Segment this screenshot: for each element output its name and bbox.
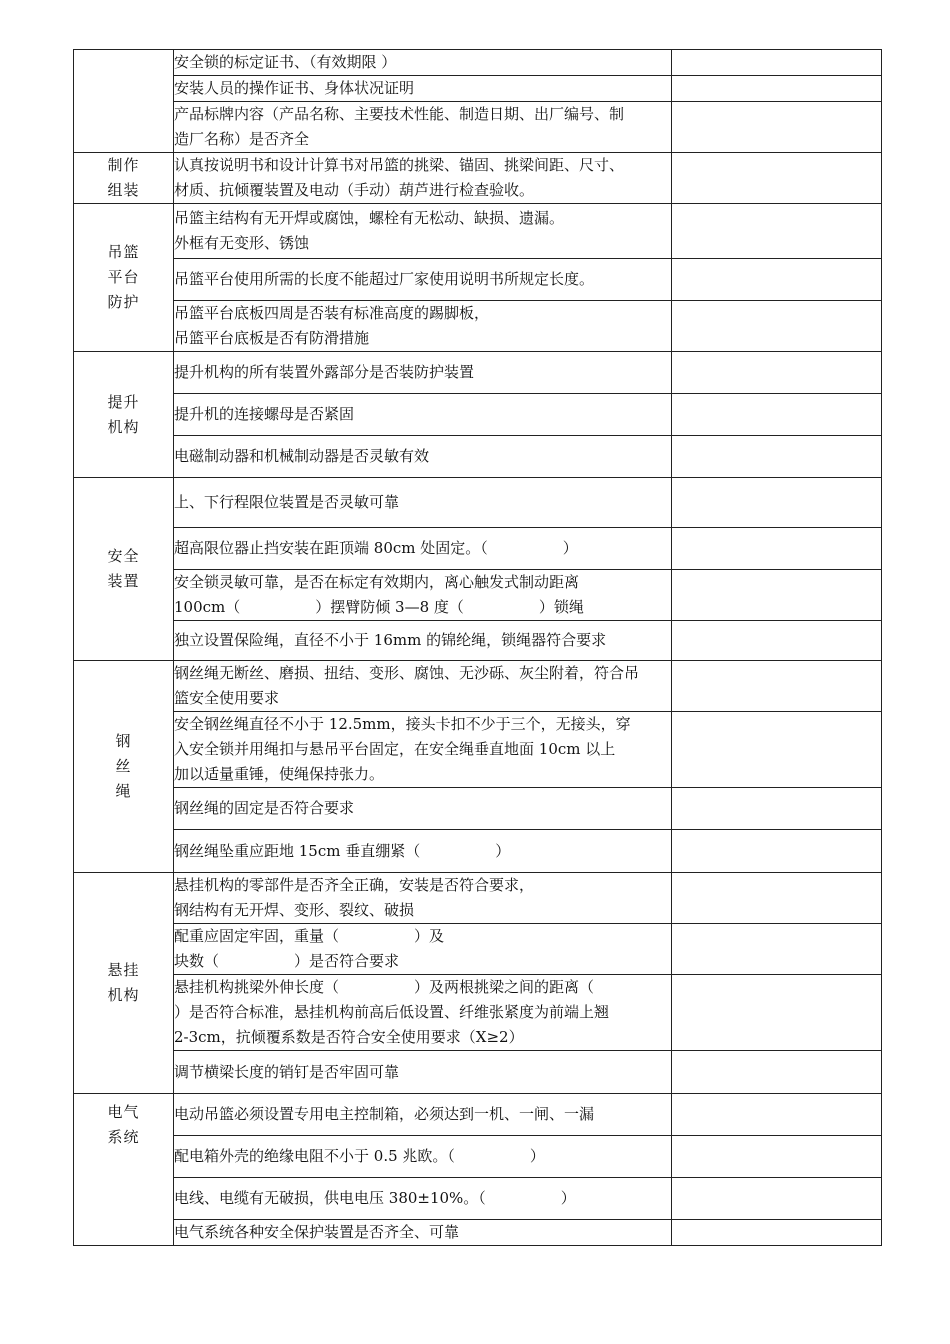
result-cell[interactable]	[672, 528, 882, 570]
check-item-cell	[174, 259, 672, 301]
check-item-text: 吊篮平台底板四周是否装有标准高度的踢脚板，	[174, 304, 490, 322]
result-cell[interactable]	[672, 352, 882, 394]
check-item-cell	[174, 1136, 672, 1178]
checklist-row	[74, 352, 882, 394]
result-cell[interactable]	[672, 924, 882, 975]
checklist-row	[74, 436, 882, 478]
result-cell[interactable]	[672, 1136, 882, 1178]
check-item-text: 认真按说明书和设计计算书对吊篮的挑梁、锚固、挑梁间距、尺寸、	[174, 156, 625, 174]
result-cell[interactable]	[672, 873, 882, 924]
check-item-cell	[174, 1051, 672, 1094]
check-item-text: 造厂名称）是否齐全	[174, 130, 310, 148]
check-item-text: 电线、电缆有无破损，供电电压 380±10%。（ ）	[174, 1189, 576, 1207]
check-item-text: 外框有无变形、锈蚀	[174, 234, 310, 252]
check-item-text: 安全钢丝绳直径不小于 12.5mm，接头卡扣不少于三个，无接头，穿	[174, 715, 631, 733]
checklist-row	[74, 830, 882, 873]
result-cell[interactable]	[672, 204, 882, 259]
check-item-text: 安全锁灵敏可靠，是否在标定有效期内，离心触发式制动距离	[174, 573, 580, 591]
check-item-cell	[174, 1094, 672, 1136]
result-cell[interactable]	[672, 394, 882, 436]
checklist-row	[74, 873, 882, 924]
check-item-cell	[174, 528, 672, 570]
checklist-row	[74, 50, 882, 76]
check-item-text: 块数（ ）是否符合要求	[174, 952, 400, 970]
checklist-row	[74, 1220, 882, 1246]
result-cell[interactable]	[672, 76, 882, 102]
category-cell	[74, 204, 174, 352]
check-item-text: 钢结构有无开焊、变形、裂纹、破损	[174, 901, 415, 919]
result-cell[interactable]	[672, 102, 882, 153]
check-item-cell	[174, 436, 672, 478]
category-label-line: 安全	[107, 547, 140, 565]
result-cell[interactable]	[672, 1051, 882, 1094]
check-item-cell	[174, 712, 672, 788]
check-item-text: 材质、抗倾覆装置及电动（手动）葫芦进行检查验收。	[174, 181, 535, 199]
checklist-row	[74, 570, 882, 621]
category-label-line: 机构	[107, 986, 140, 1004]
result-cell[interactable]	[672, 975, 882, 1051]
checklist-row	[74, 204, 882, 259]
result-cell[interactable]	[672, 1220, 882, 1246]
check-item-text: 上、下行程限位装置是否灵敏可靠	[174, 493, 400, 511]
check-item-cell	[174, 830, 672, 873]
check-item-text: 电磁制动器和机械制动器是否灵敏有效	[174, 447, 430, 465]
result-cell[interactable]	[672, 621, 882, 661]
category-cell	[74, 873, 174, 1094]
check-item-cell	[174, 76, 672, 102]
category-cell	[74, 1094, 174, 1246]
category-cell	[74, 352, 174, 478]
category-label-line: 装置	[107, 572, 140, 590]
check-item-text: 加以适量重锤，使绳保持张力。	[174, 765, 385, 783]
check-item-text: 悬挂机构的零部件是否齐全正确，安装是否符合要求，	[174, 876, 535, 894]
check-item-text: 安全锁的标定证书、（有效期限 ）	[174, 53, 397, 71]
check-item-cell	[174, 1178, 672, 1220]
check-item-text: 安装人员的操作证书、身体状况证明	[174, 79, 415, 97]
check-item-text: ）是否符合标准，悬挂机构前高后低设置、纤维张紧度为前端上翘	[174, 1003, 610, 1021]
checklist-row	[74, 301, 882, 352]
check-item-text: 100cm（ ）摆臂防倾 3—8 度（ ）锁绳	[174, 598, 584, 616]
check-item-cell	[174, 873, 672, 924]
check-item-text: 吊篮平台底板是否有防滑措施	[174, 329, 370, 347]
result-cell[interactable]	[672, 712, 882, 788]
check-item-text: 产品标牌内容（产品名称、主要技术性能、制造日期、出厂编号、制	[174, 105, 625, 123]
check-item-cell	[174, 204, 672, 259]
result-cell[interactable]	[672, 259, 882, 301]
check-item-cell	[174, 153, 672, 204]
checklist-row	[74, 528, 882, 570]
category-label-line: 系统	[107, 1128, 140, 1146]
check-item-cell	[174, 570, 672, 621]
check-item-cell	[174, 661, 672, 712]
checklist-row	[74, 153, 882, 204]
category-label-line: 组装	[107, 181, 140, 199]
category-label-line: 防护	[107, 293, 140, 311]
category-cell	[74, 661, 174, 873]
inspection-checklist-table	[73, 49, 882, 1246]
category-label-line: 制作	[107, 156, 140, 174]
check-item-text: 吊篮主结构有无开焊或腐蚀，螺栓有无松动、缺损、遗漏。	[174, 209, 565, 227]
category-label-line: 电气	[107, 1103, 140, 1121]
check-item-text: 电气系统各种安全保护装置是否齐全、可靠	[174, 1223, 460, 1241]
category-cell	[74, 50, 174, 153]
check-item-cell	[174, 621, 672, 661]
check-item-text: 钢丝绳的固定是否符合要求	[174, 799, 355, 817]
checklist-row	[74, 1051, 882, 1094]
checklist-row	[74, 712, 882, 788]
checklist-row	[74, 76, 882, 102]
check-item-text: 配电箱外壳的绝缘电阻不小于 0.5 兆欧。（ ）	[174, 1147, 545, 1165]
check-item-text: 电动吊篮必须设置专用电主控制箱，必须达到一机、一闸、一漏	[174, 1105, 595, 1123]
result-cell[interactable]	[672, 570, 882, 621]
check-item-text: 2-3cm，抗倾覆系数是否符合安全使用要求（X≥2）	[174, 1028, 524, 1046]
check-item-text: 调节横梁长度的销钉是否牢固可靠	[174, 1062, 400, 1081]
category-label-line: 提升	[107, 392, 140, 411]
checklist-row	[74, 394, 882, 436]
category-cell	[74, 478, 174, 661]
category-label-line: 吊篮	[107, 243, 140, 261]
check-item-cell	[174, 788, 672, 830]
category-label-line: 钢	[115, 732, 132, 750]
result-cell[interactable]	[672, 478, 882, 528]
check-item-text: 超高限位器止挡安装在距顶端 80cm 处固定。（ ）	[174, 539, 578, 557]
checklist-row	[74, 259, 882, 301]
checklist-row	[74, 621, 882, 661]
check-item-cell	[174, 301, 672, 352]
result-cell[interactable]	[672, 436, 882, 478]
result-cell[interactable]	[672, 788, 882, 830]
checklist-row	[74, 1136, 882, 1178]
check-item-cell	[174, 975, 672, 1051]
checklist-row	[74, 788, 882, 830]
category-label-line: 悬挂	[107, 961, 140, 979]
check-item-text: 提升机的连接螺母是否紧固	[174, 405, 355, 423]
checklist-row	[74, 478, 882, 528]
check-item-text: 吊篮平台使用所需的长度不能超过厂家使用说明书所规定长度。	[174, 270, 595, 288]
check-item-text: 篮安全使用要求	[174, 689, 280, 707]
checklist-row	[74, 102, 882, 153]
checklist-row	[74, 924, 882, 975]
check-item-cell	[174, 1220, 672, 1246]
check-item-cell	[174, 924, 672, 975]
check-item-text: 配重应固定牢固，重量（ ）及	[174, 927, 445, 945]
result-cell[interactable]	[672, 661, 882, 712]
check-item-cell	[174, 352, 672, 394]
category-label-line: 绳	[115, 782, 132, 800]
result-cell[interactable]	[672, 301, 882, 352]
check-item-cell	[174, 102, 672, 153]
check-item-text: 钢丝绳无断丝、磨损、扭结、变形、腐蚀、无沙砾、灰尘附着，符合吊	[174, 664, 640, 682]
checklist-body	[74, 50, 882, 1246]
check-item-text: 钢丝绳坠重应距地 15cm 垂直绷紧（ ）	[174, 841, 511, 860]
check-item-text: 独立设置保险绳，直径不小于 16mm 的锦纶绳，锁绳器符合要求	[174, 631, 607, 649]
category-label-line: 平台	[107, 268, 140, 286]
result-cell[interactable]	[672, 153, 882, 204]
check-item-cell	[174, 394, 672, 436]
category-label-line: 机构	[107, 417, 140, 436]
checklist-row	[74, 661, 882, 712]
checklist-row	[74, 975, 882, 1051]
result-cell[interactable]	[672, 1178, 882, 1220]
result-cell[interactable]	[672, 50, 882, 76]
check-item-cell	[174, 50, 672, 76]
check-item-text: 入安全锁并用绳扣与悬吊平台固定，在安全绳垂直地面 10cm 以上	[174, 740, 616, 758]
check-item-cell	[174, 478, 672, 528]
check-item-text: 提升机构的所有装置外露部分是否装防护装置	[174, 363, 475, 381]
checklist-row	[74, 1178, 882, 1220]
result-cell[interactable]	[672, 1094, 882, 1136]
checklist-row	[74, 1094, 882, 1136]
category-cell	[74, 153, 174, 204]
result-cell[interactable]	[672, 830, 882, 873]
category-label-line: 丝	[115, 757, 132, 775]
check-item-text: 悬挂机构挑梁外伸长度（ ）及两根挑梁之间的距离（	[174, 978, 595, 996]
